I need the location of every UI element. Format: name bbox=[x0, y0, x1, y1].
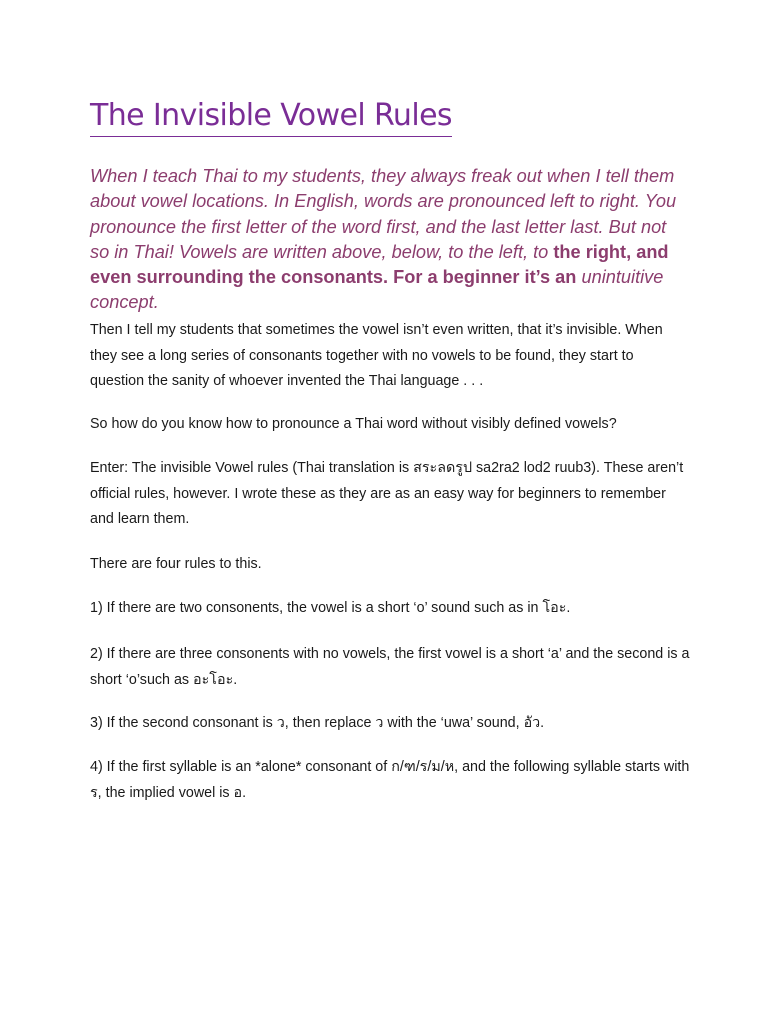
rule-1: 1) If there are two consonents, the vowel is a short ‘o’ sound such as in โอะ. bbox=[90, 600, 571, 616]
rule-2: 2) If there are three consonents with no vowels, the first vowel is a short ‘a’ and the second is a short ‘o’such as อะโอะ. bbox=[90, 646, 690, 688]
intro-italic-text: When I teach Thai to my students, they always freak out when I tell them about vowel locations. In English, words are pronounced left to right. You pronounce the first letter of the word first, and the last letter last. But not so in Thai! Vowels are written above, below, to the left, to bbox=[90, 166, 677, 262]
paragraph-invisible-vowel: Then I tell my students that sometimes the vowel isn’t even written, that it’s invisible. When they see a long series of consonants together with no vowels to be found, they start to question the sanity of whoever invented the Thai language . . . bbox=[90, 322, 663, 389]
paragraph-four-rules: There are four rules to this. bbox=[90, 556, 262, 572]
rule-4: 4) If the first syllable is an *alone* consonant of ก/ฑ/ร/ม/ห, and the following syllable starts with ร, the implied vowel is อ. bbox=[90, 759, 690, 801]
intro-bold-text: the right, and even surrounding the consonants. For a beginner it’s an bbox=[90, 241, 669, 288]
rule-3: 3) If the second consonant is ว, then replace ว with the ‘uwa’ sound, อัว. bbox=[90, 715, 545, 731]
paragraph-question: So how do you know how to pronounce a Thai word without visibly defined vowels? bbox=[90, 416, 617, 432]
intro-tail-text: unintuitive concept. bbox=[90, 267, 664, 313]
intro-paragraph bbox=[90, 164, 690, 316]
paragraph-enter-rules: Enter: The invisible Vowel rules (Thai translation is สระลดรูป sa2ra2 lod2 ruub3). These aren’t official rules, however. I wrote these as they are as an easy way for beginners to remember and learn them. bbox=[90, 460, 684, 527]
page-title: The Invisible Vowel Rules bbox=[90, 96, 452, 137]
